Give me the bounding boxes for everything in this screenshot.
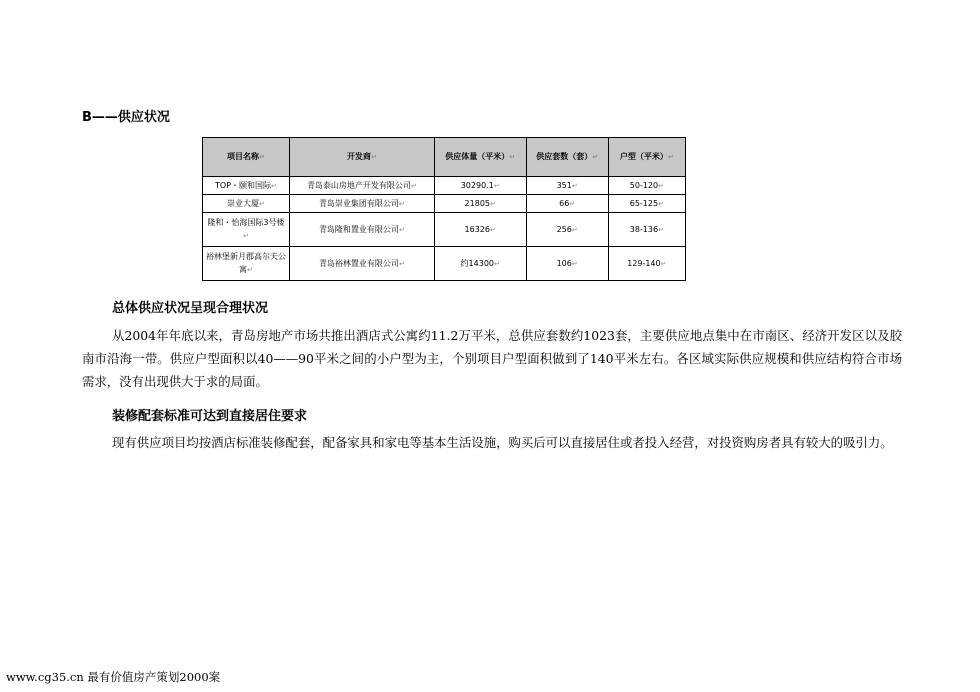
cell-supply-area: 16326↵ [434, 213, 526, 247]
cell-supply-units: 106↵ [526, 247, 608, 281]
heading-overall-supply: 总体供应状况呈现合理状况 [112, 301, 269, 316]
cell-unit-size: 50-120↵ [608, 177, 685, 195]
cell-project-name: TOP・颐和国际↵ [203, 177, 290, 195]
cell-supply-area: 约14300↵ [434, 247, 526, 281]
cell-developer: 青岛崇业集团有限公司↵ [289, 195, 434, 213]
header-unit-size: 户型（平米）↵ [608, 138, 685, 177]
cell-supply-units: 256↵ [526, 213, 608, 247]
cell-supply-units: 66↵ [526, 195, 608, 213]
cell-project-name: 崇业大厦↵ [203, 195, 290, 213]
heading-decoration-standard: 装修配套标准可达到直接居住要求 [112, 409, 308, 424]
table-header-row [203, 138, 686, 177]
cell-developer: 青岛隆和置业有限公司↵ [289, 213, 434, 247]
cell-project-name: 隆和・怡海国际3号楼↵ [203, 213, 290, 247]
table-row [203, 195, 686, 213]
cell-supply-units: 351↵ [526, 177, 608, 195]
table-row [203, 177, 686, 195]
paragraph-decoration-standard: 现有供应项目均按酒店标准装修配套，配备家具和家电等基本生活设施，购买后可以直接居住或者投入经营，对投资购房者具有较大的吸引力。 [112, 435, 893, 450]
header-supply-area: 供应体量（平米）↵ [434, 138, 526, 177]
header-supply-units: 供应套数（套）↵ [526, 138, 608, 177]
cell-supply-area: 21805↵ [434, 195, 526, 213]
table-row [203, 213, 686, 247]
section-title: B——供应状况 [82, 110, 170, 125]
cell-unit-size: 129-140↵ [608, 247, 685, 281]
cell-developer: 青岛裕林置业有限公司↵ [289, 247, 434, 281]
footer-text: www.cg35.cn 最有价值房产策划2000案 [6, 670, 221, 684]
header-developer: 开发商↵ [289, 138, 434, 177]
header-project-name: 项目名称↵ [203, 138, 290, 177]
cell-unit-size: 65-125↵ [608, 195, 685, 213]
cell-developer: 青岛泰山房地产开发有限公司↵ [289, 177, 434, 195]
cell-supply-area: 30290.1↵ [434, 177, 526, 195]
supply-table [202, 137, 686, 281]
paragraph-overall-supply: 从2004年年底以来，青岛房地产市场共推出酒店式公寓约11.2万平米，总供应套数约1023套，主要供应地点集中在市南区、经济开发区以及胶南市沿海一带。供应户型面积以40——90平米之间的小户型为主，个别项目户型面积做到了140平米左右。各区域实际供应规模和供应结构符合市场需求，没有出现供大于求的局面。 [82, 328, 902, 389]
cell-unit-size: 38-136↵ [608, 213, 685, 247]
table-row [203, 247, 686, 281]
cell-project-name: 裕林堡新月郡高尔夫公寓↵ [203, 247, 290, 281]
